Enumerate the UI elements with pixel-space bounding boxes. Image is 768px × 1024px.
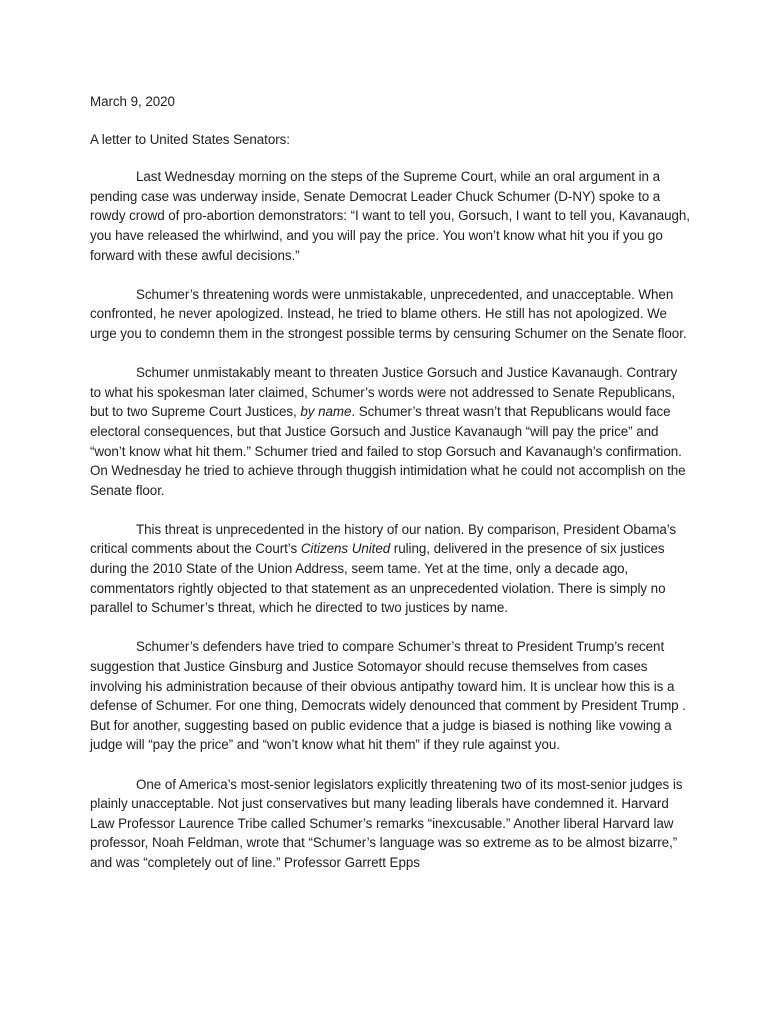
letter-salutation: A letter to United States Senators: <box>90 131 290 147</box>
paragraph-text: Schumer’s threatening words were unmistakable, unprecedented, and unacceptable. When confronted, he never apologized. Instead, he tried to blame others. He still has not apologized. We urge you to condemn them in the strongest possible terms by censuring Schumer on the Senate floor. <box>90 286 687 341</box>
italic-text: by name <box>300 404 352 420</box>
body-paragraph <box>90 167 690 265</box>
paragraph-text: Schumer unmistakably meant to threaten Justice Gorsuch and Justice Kavanaugh. Contrary to what his spokesman later claimed, Schumer’s words were not addressed to Senate Republicans, but to two Supreme Court Justices, <box>90 365 678 420</box>
paragraph-text: . Schumer’s threat wasn’t that Republicans would face electoral consequences, but that Justice Gorsuch and Justice Kavanaugh “will pay the price” and “won’t know what hit them.” Schumer tried and failed to stop Gorsuch and Kavanaugh’s confirmation. On Wednesday he tried to achieve through thuggish intimidation what he could not accomplish on the Senate floor. <box>90 404 686 498</box>
letter-date: March 9, 2020 <box>90 94 175 109</box>
body-paragraph <box>90 775 690 873</box>
paragraph-text: Last Wednesday morning on the steps of the Supreme Court, while an oral argument in a pending case was underway inside, Senate Democrat Leader Chuck Schumer (D-NY) spoke to a rowdy crowd of pro-abortion demonstrators: “I want to tell you, Gorsuch, I want to tell you, Kavanaugh, you have released the whirlwind, and you will pay the price. You won’t know what hit you if you go forward with these awful decisions.” <box>90 169 690 263</box>
body-paragraph <box>90 285 690 344</box>
body-paragraph <box>90 363 690 500</box>
letter-paragraphs <box>90 167 690 872</box>
paragraph-text: This threat is unprecedented in the history of our nation. By comparison, President Obama’s critical comments about the Court’s <box>90 521 677 557</box>
italic-text: Citizens United <box>300 541 391 557</box>
paragraph-text: One of America’s most-senior legislators explicitly threatening two of its most-senior judges is plainly unacceptable. Not just conservatives but many leading liberals have condemned it. Harvard Law Professor Laurence Tribe called Schumer’s remarks “inexcusable.” Another liberal Harvard law professor, Noah Feldman, wrote that “Schumer’s language was so extreme as to be almost bizarre,” and was “completely out of line.” Professor Garrett Epps <box>90 776 683 870</box>
paragraph-text: Schumer’s defenders have tried to compare Schumer’s threat to President Trump’s recent suggestion that Justice Ginsburg and Justice Sotomayor should recuse themselves from cases involving his administration because of their obvious antipathy toward him. It is unclear how this is a defense of Schumer. For one thing, Democrats widely denounced that comment by President Trump . But for another, suggesting based on public evidence that a judge is biased is nothing like vowing a judge will “pay the price” and “won’t know what hit them” if they rule against you. <box>90 639 686 753</box>
paragraph-text: ruling, delivered in the presence of six justices during the 2010 State of the Union Address, seem tame. Yet at the time, only a decade ago, commentators rightly objected to that statement as an unprecedented violation. There is simply no parallel to Schumer’s threat, which he directed to two justices by name. <box>90 541 666 616</box>
body-paragraph <box>90 520 690 618</box>
letter-body <box>90 92 690 873</box>
body-paragraph <box>90 637 690 755</box>
